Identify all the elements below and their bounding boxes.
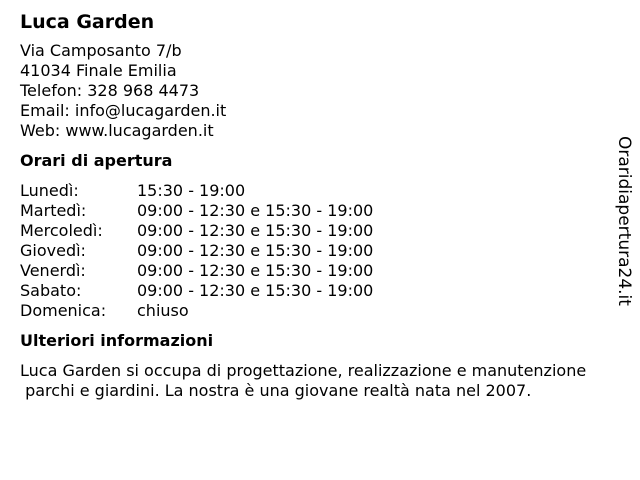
day-hours: 09:00 - 12:30 e 15:30 - 19:00 [137,221,374,240]
day-hours: 09:00 - 12:30 e 15:30 - 19:00 [137,281,374,300]
address-line-2: 41034 Finale Emilia [20,61,177,80]
opening-hours-table [20,181,620,321]
hours-row-thursday [20,241,620,261]
day-hours: 09:00 - 12:30 e 15:30 - 19:00 [137,261,374,280]
hours-row-sunday [20,301,620,321]
day-label: Lunedì: [20,181,79,200]
site-watermark [612,136,640,310]
day-label: Mercoledì: [20,221,103,240]
address-line-1: Via Camposanto 7/b [20,41,182,60]
day-hours: chiuso [137,301,189,320]
opening-hours-heading: Orari di apertura [20,151,173,170]
hours-row-monday [20,181,620,201]
day-hours: 09:00 - 12:30 e 15:30 - 19:00 [137,241,374,260]
additional-info-heading: Ulteriori informazioni [20,331,214,350]
day-label: Domenica: [20,301,107,320]
hours-row-wednesday [20,221,620,241]
day-label: Martedì: [20,201,87,220]
additional-info-line-2: parchi e giardini. La nostra è una giovane realtà nata nel 2007. [20,381,532,400]
hours-row-saturday [20,281,620,301]
web-line: Web: www.lucagarden.it [20,121,214,140]
hours-row-friday [20,261,620,281]
additional-info-line-1: Luca Garden si occupa di progettazione, realizzazione e manutenzione [20,361,587,380]
day-label: Venerdì: [20,261,86,280]
business-card [20,10,620,401]
day-hours: 09:00 - 12:30 e 15:30 - 19:00 [137,201,374,220]
day-label: Sabato: [20,281,82,300]
hours-row-tuesday [20,201,620,221]
phone-line: Telefon: 328 968 4473 [20,81,200,100]
email-line: Email: info@lucagarden.it [20,101,227,120]
business-name: Luca Garden [20,11,155,33]
day-hours: 15:30 - 19:00 [137,181,246,200]
day-label: Giovedì: [20,241,86,260]
additional-info-text [20,361,632,401]
site-watermark-text: Oraridiapertura24.it [614,136,634,306]
